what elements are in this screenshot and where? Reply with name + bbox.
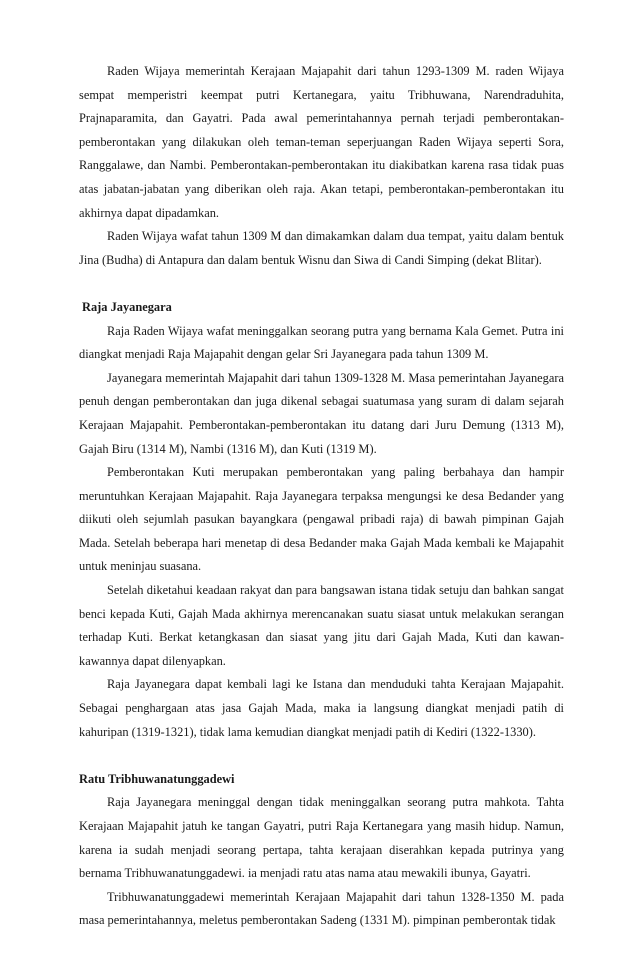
paragraph-jayanegara-4: Setelah diketahui keadaan rakyat dan para bangsawan istana tidak setuju dan bahkan sangat benci kepada Kuti, Gajah Mada akhirnya merencanakan suatu siasat untuk melakukan serangan terhadap Kuti. Berkat ketangkasan dan siasat yang jitu dari Gajah Mada, Kuti dan kawan-kawannya dapat dilenyapkan. <box>79 583 564 668</box>
section-heading-jayanegara: Raja Jayanegara <box>82 299 172 314</box>
paragraph-jayanegara-1: Raja Raden Wijaya wafat meninggalkan seorang putra yang bernama Kala Gemet. Putra ini diangkat menjadi Raja Majapahit dengan gelar Sri Jayanegara pada tahun 1309 M. <box>79 323 564 362</box>
paragraph-tribhuwana-1: Raja Jayanegara meninggal dengan tidak meninggalkan seorang putra mahkota. Tahta Kerajaan Majapahit jatuh ke tangan Gayatri, putri Raja Kertanegara yang masih hidup. Namun, karena ia sudah menjadi seorang pertapa, tahta kerajaan diserahkan kepada putrinya yang bernama Tribhuwanatunggadewi. ia menjadi ratu atas nama atau mewakili ibunya, Gayatri. <box>79 795 564 881</box>
document-page <box>79 60 564 933</box>
section-spacer <box>79 272 564 296</box>
section-heading-tribhuwana: Ratu Tribhuwanatunggadewi <box>79 771 235 786</box>
paragraph-jayanegara-3: Pemberontakan Kuti merupakan pemberontakan yang paling berbahaya dan hampir meruntuhkan Kerajaan Majapahit. Raja Jayanegara terpaksa mengungsi ke desa Bedander yang diikuti oleh sejumlah pasukan bayangkara (pengawal pribadi raja) di bawah pimpinan Gajah Mada. Setelah beberapa hari menetap di desa Bedander maka Gajah Mada kembali ke Majapahit untuk meninjau suasana. <box>79 465 564 574</box>
paragraph-jayanegara-5: Raja Jayanegara dapat kembali lagi ke Istana dan menduduki tahta Kerajaan Majapahit. Sebagai penghargaan atas jasa Gajah Mada, maka ia langsung diangkat menjadi patih di kahuripan (1319-1321), tidak lama kemudian diangkat menjadi patih di Kediri (1322-1330). <box>79 677 564 739</box>
paragraph-intro-2: Raden Wijaya wafat tahun 1309 M dan dimakamkan dalam dua tempat, yaitu dalam bentuk Jina (Budha) di Antapura dan dalam bentuk Wisnu dan Siwa di Candi Simping (dekat Blitar). <box>79 229 564 267</box>
paragraph-intro-1: Raden Wijaya memerintah Kerajaan Majapahit dari tahun 1293-1309 M. raden Wijaya sempat memperistri keempat putri Kertanegara, yaitu Tribhuwana, Narendraduhita, Prajnaparamita, dan Gayatri. Pada awal pemerintahannya pernah terjadi pemberontakan-pemberontakan yang dilakukan oleh teman-teman seperjuangan Raden Wijaya seperti Sora, Ranggalawe, dan Nambi. Pemberontakan-pemberontakan itu diakibatkan karena rasa tidak puas atas jabatan-jabatan yang diberikan oleh raja. Akan tetapi, pemberontakan-pemberontakan itu akhirnya dapat dipadamkan. <box>79 64 564 220</box>
paragraph-tribhuwana-2: Tribhuwanatunggadewi memerintah Kerajaan Majapahit dari tahun 1328-1350 M. pada masa pemerintahannya, meletus pemberontakan Sadeng (1331 M). pimpinan pemberontak tidak <box>79 889 564 928</box>
paragraph-jayanegara-2: Jayanegara memerintah Majapahit dari tahun 1309-1328 M. Masa pemerintahan Jayanegara penuh dengan pemberontakan dan juga dikenal sebagai suatumasa yang suram di dalam sejarah Kerajaan Majapahit. Pemberontakan-pemberontakan itu datang dari Juru Demung (1313 M), Gajah Biru (1314 M), Nambi (1316 M), dan Kuti (1319 M). <box>79 370 564 456</box>
section-spacer <box>79 744 564 768</box>
